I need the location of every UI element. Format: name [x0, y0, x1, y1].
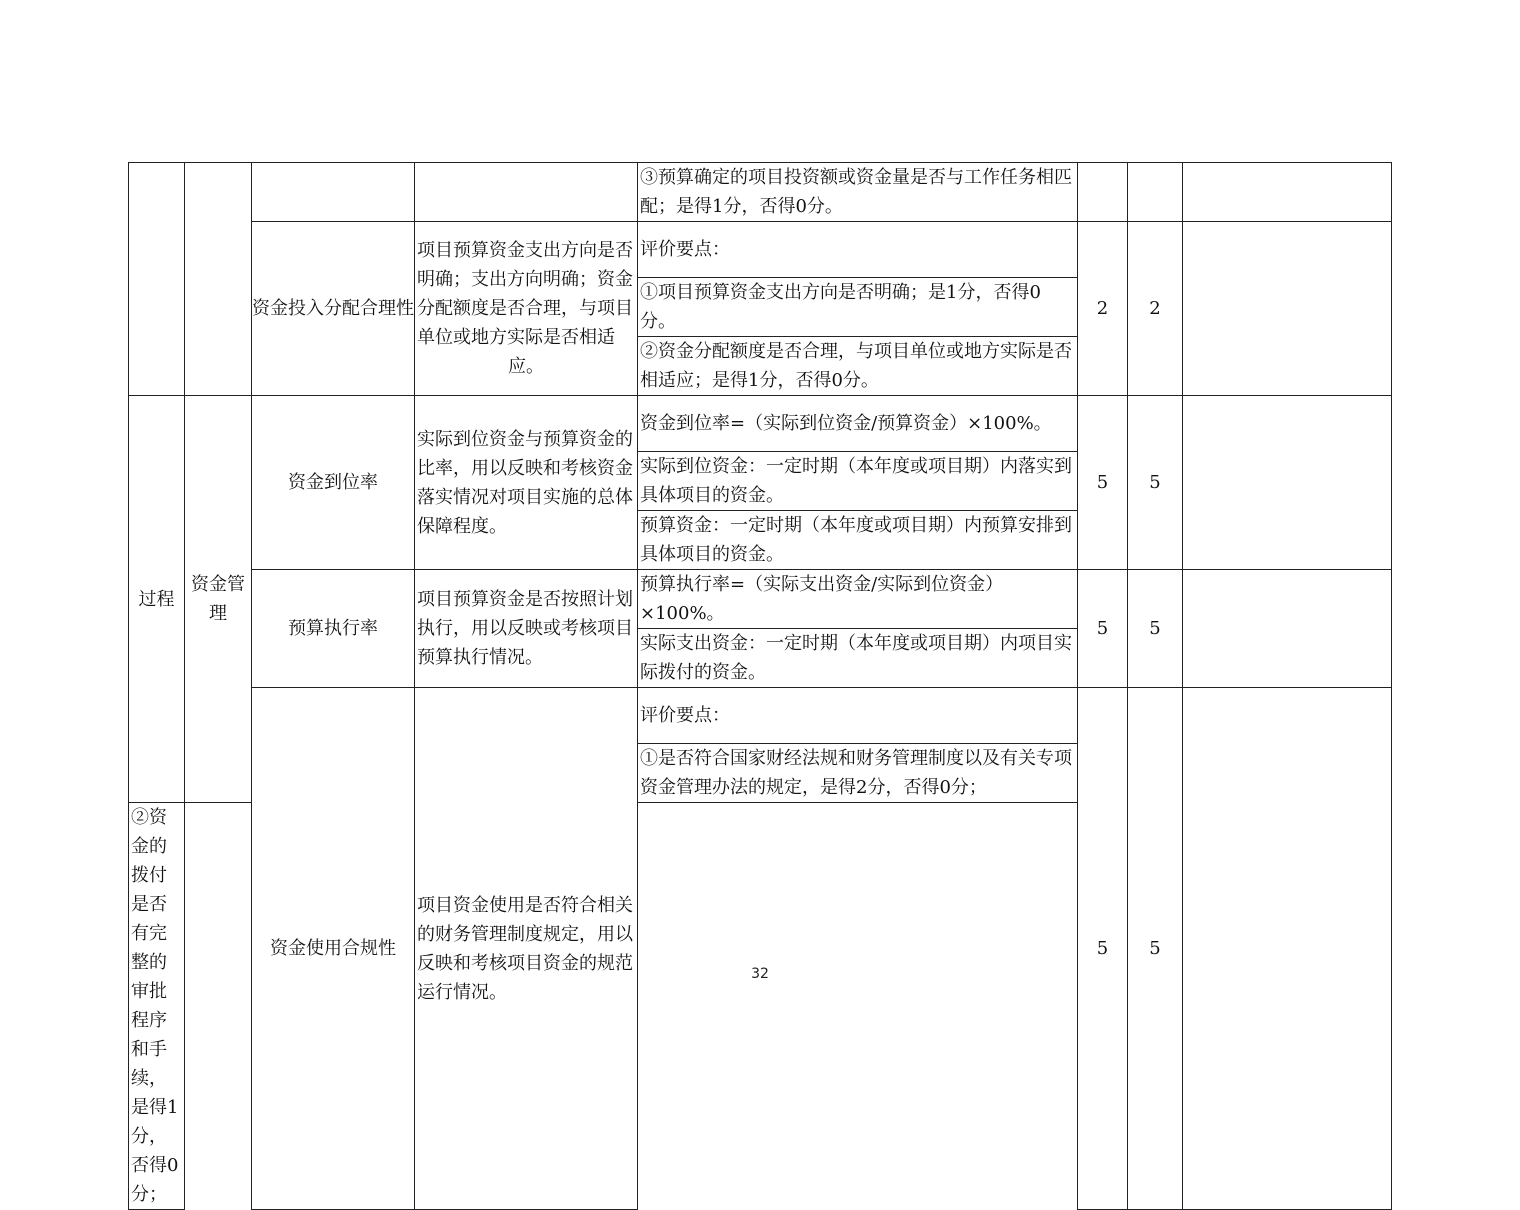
- weight-cell: 5: [1078, 570, 1128, 688]
- indicator-name-cell: 资金到位率: [252, 396, 415, 570]
- weight-cell: [1078, 163, 1128, 222]
- criteria-cell: 评价要点：: [638, 222, 1078, 278]
- indicator-name-cell: 预算执行率: [252, 570, 415, 688]
- remark-cell: [1183, 222, 1392, 396]
- indicator-name-cell: 资金投入分配合理性: [252, 222, 415, 396]
- remark-cell: [1183, 163, 1392, 222]
- indicator-name-cell: [252, 163, 415, 222]
- criteria-cell: 评价要点：: [638, 688, 1078, 744]
- indicator-desc-cell: 项目预算资金支出方向是否明确；支出方向明确；资金分配额度是否合理，与项目单位或地方实际是否相适应。: [415, 222, 638, 396]
- level2-cell: 资金管理: [185, 396, 252, 803]
- indicator-desc-cell: 实际到位资金与预算资金的比率，用以反映和考核资金落实情况对项目实施的总体保障程度。: [415, 396, 638, 570]
- level1-cell: 过程: [129, 396, 185, 803]
- indicator-desc-cell: 项目预算资金是否按照计划执行，用以反映或考核项目预算执行情况。: [415, 570, 638, 688]
- table-row: [129, 222, 1392, 278]
- indicator-desc-cell: 项目资金使用是否符合相关的财务管理制度规定，用以反映和考核项目资金的规范运行情况。: [415, 688, 638, 1210]
- criteria-cell: 实际支出资金：一定时期（本年度或项目期）内项目实际拨付的资金。: [638, 629, 1078, 688]
- table-row: [129, 396, 1392, 452]
- remark-cell: [1183, 688, 1392, 1210]
- criteria-cell: 实际到位资金：一定时期（本年度或项目期）内落实到具体项目的资金。: [638, 452, 1078, 511]
- criteria-cell: 预算资金：一定时期（本年度或项目期）内预算安排到具体项目的资金。: [638, 511, 1078, 570]
- table-row: [129, 570, 1392, 629]
- criteria-cell: ②资金分配额度是否合理，与项目单位或地方实际是否相适应；是得1分，否得0分。: [638, 337, 1078, 396]
- criteria-cell: ①是否符合国家财经法规和财务管理制度以及有关专项资金管理办法的规定，是得2分，否得0分；: [638, 744, 1078, 803]
- table-row: [129, 163, 1392, 222]
- indicator-desc-cell: [415, 163, 638, 222]
- score-cell: 5: [1128, 688, 1183, 1210]
- page-number: 32: [751, 966, 769, 982]
- score-cell: 5: [1128, 570, 1183, 688]
- criteria-cell: 资金到位率=（实际到位资金/预算资金）×100%。: [638, 396, 1078, 452]
- criteria-cell: 预算执行率=（实际支出资金/实际到位资金）×100%。: [638, 570, 1078, 629]
- criteria-cell: ③预算确定的项目投资额或资金量是否与工作任务相匹配；是得1分，否得0分。: [638, 163, 1078, 222]
- evaluation-table: [128, 162, 1392, 1210]
- weight-cell: 2: [1078, 222, 1128, 396]
- weight-cell: 5: [1078, 396, 1128, 570]
- weight-cell: 5: [1078, 688, 1128, 1210]
- level1-cell-blank: [129, 163, 185, 396]
- score-cell: [1128, 163, 1183, 222]
- remark-cell: [1183, 396, 1392, 570]
- criteria-cell: ①项目预算资金支出方向是否明确；是1分，否得0分。: [638, 278, 1078, 337]
- remark-cell: [1183, 570, 1392, 688]
- indicator-name-cell: 资金使用合规性: [252, 688, 415, 1210]
- score-cell: 2: [1128, 222, 1183, 396]
- level2-cell-blank: [185, 163, 252, 396]
- score-cell: 5: [1128, 396, 1183, 570]
- table-row: [129, 688, 1392, 744]
- criteria-cell: ②资金的拨付是否有完整的审批程序和手续，是得1分，否得0分；: [129, 803, 185, 1210]
